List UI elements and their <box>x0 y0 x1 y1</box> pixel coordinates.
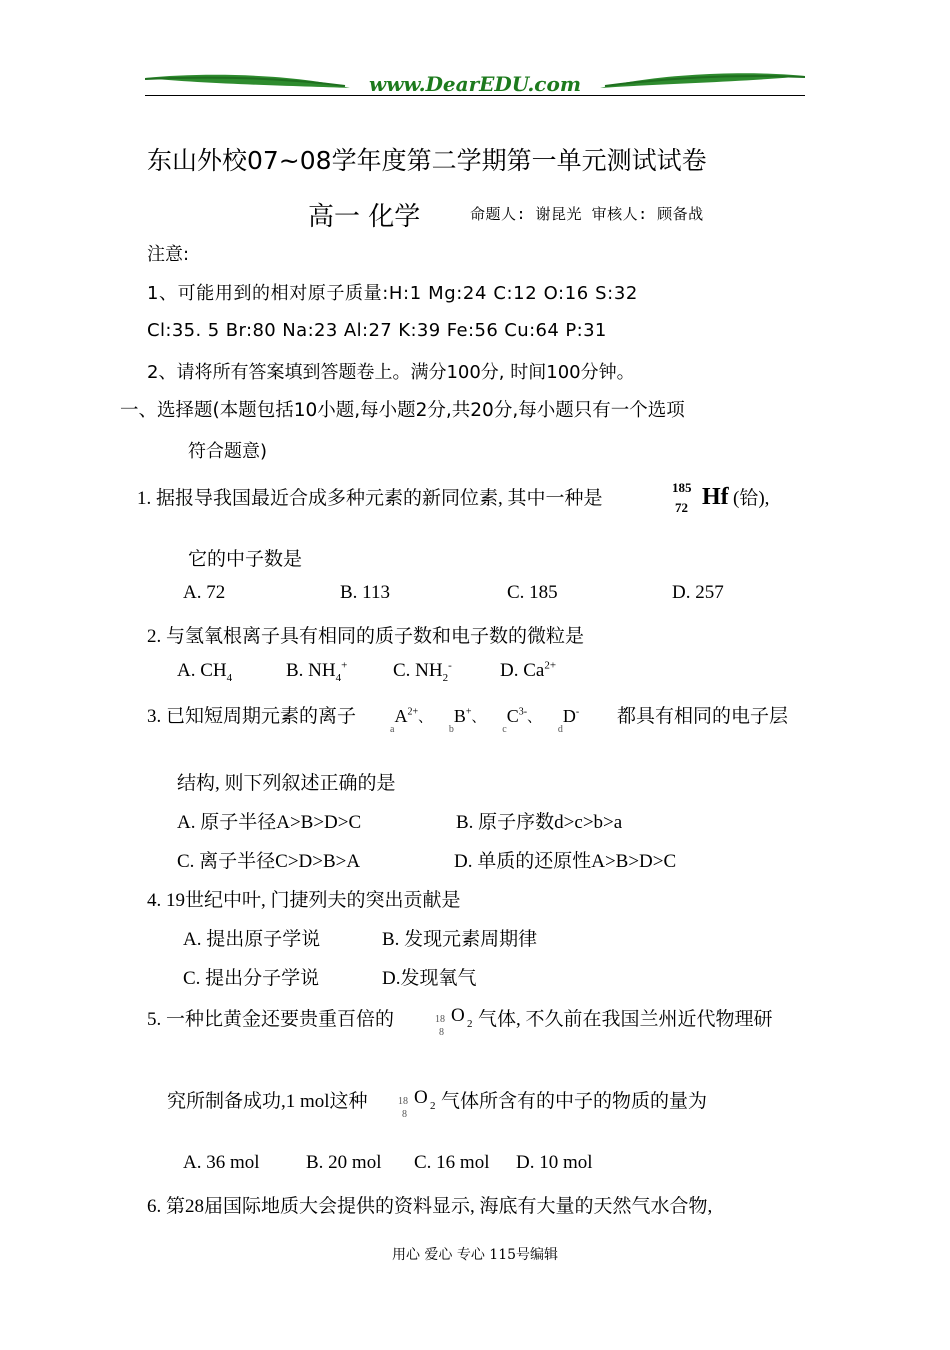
question-1-option-c: C. 185 <box>507 582 558 603</box>
site-url: www.DearEDU.com <box>368 72 581 96</box>
question-5-tail: 气体, 不久前在我国兰州近代物理研 <box>478 1009 773 1030</box>
question-4-option-b: B. 发现元素周期律 <box>382 929 538 950</box>
course-title: 高一 化学 <box>308 202 421 232</box>
question-5-text-cont: 究所制备成功,1 mol这种 <box>167 1091 368 1112</box>
question-3-option-d: D. 单质的还原性A>B>D>C <box>454 851 677 872</box>
ion-a: $_aA^{2+}$、 <box>390 706 433 735</box>
oxygen-18-formula-2: 18 8 O 2 <box>398 1087 436 1120</box>
question-1-tail: (铪), <box>733 488 770 509</box>
notes-line-3: 2、请将所有答案填到答题卷上。满分100分, 时间100分钟。 <box>147 362 635 383</box>
question-1-option-a: A. 72 <box>183 582 226 603</box>
header-rule <box>145 95 805 96</box>
question-3-text: 3. 已知短周期元素的离子 <box>147 706 357 727</box>
question-3-tail: 都具有相同的电子层 <box>617 706 789 727</box>
question-3-option-a: A. 原子半径A>B>D>C <box>177 812 362 833</box>
hafnium-isotope-symbol <box>672 480 732 518</box>
ion-c: $_cC^{3-}$、 <box>502 706 542 735</box>
question-5-option-c: C. 16 mol <box>414 1152 490 1173</box>
question-4-option-c: C. 提出分子学说 <box>183 968 320 989</box>
ion-b: $_b$B+、 <box>448 706 486 735</box>
question-6-text: 6. 第28届国际地质大会提供的资料显示, 海底有大量的天然气水合物, <box>147 1196 713 1217</box>
question-4-option-d: D.发现氧气 <box>382 968 477 989</box>
question-3-ions <box>390 706 580 735</box>
section-heading-cont: 符合题意) <box>188 441 268 462</box>
question-5-option-b: B. 20 mol <box>306 1152 382 1173</box>
page-footer: 用心 爱心 专心 115号编辑 <box>391 1247 559 1263</box>
question-2-option-b: B. $NH_4^+$ <box>286 659 348 684</box>
isotope-mass-number: 185 <box>672 480 692 495</box>
notes-line-2: Cl:35. 5 Br:80 Na:23 Al:27 K:39 Fe:56 Cu:64 P:31 <box>147 320 607 341</box>
question-5-option-a: A. 36 mol <box>183 1152 260 1173</box>
question-2-text: 2. 与氢氧根离子具有相同的质子数和电子数的微粒是 <box>147 626 585 647</box>
oxygen-18-formula: 18 8 O 2 <box>435 1005 473 1038</box>
question-2-option-d: D. $Ca^{2+}$ <box>500 659 557 681</box>
notes-line-1: 1、可能用到的相对原子质量:H:1 Mg:24 C:12 O:16 S:32 <box>147 283 638 304</box>
question-3-text-cont: 结构, 则下列叙述正确的是 <box>177 773 396 794</box>
author-info: 命题人: 谢昆光 审核人: 顾备战 <box>470 205 704 223</box>
question-4-option-a: A. 提出原子学说 <box>183 929 321 950</box>
isotope-element-symbol: Hf <box>702 484 729 510</box>
question-5-tail-2: 气体所含有的中子的物质的量为 <box>441 1091 708 1112</box>
question-5-text: 5. 一种比黄金还要贵重百倍的 <box>147 1009 395 1030</box>
question-2-option-a: A. $CH_4$ <box>177 660 233 684</box>
question-4-text: 4. 19世纪中叶, 门捷列夫的突出贡献是 <box>147 890 461 911</box>
question-1-text: 1. 据报导我国最近合成多种元素的新同位素, 其中一种是 <box>137 488 603 509</box>
question-2-option-c: C. $NH_2^-$ <box>393 659 452 684</box>
notes-label: 注意: <box>147 244 190 265</box>
isotope-atomic-number: 72 <box>675 500 688 515</box>
site-header <box>145 66 805 100</box>
question-3-option-c: C. 离子半径C>D>B>A <box>177 851 361 872</box>
ion-d: $_d$D- <box>557 706 580 735</box>
question-3-option-b: B. 原子序数d>c>b>a <box>456 812 623 833</box>
section-heading: 一、选择题(本题包括10小题,每小题2分,共20分,每小题只有一个选项 <box>120 400 685 421</box>
exam-title: 东山外校07~08学年度第二学期第一单元测试试卷 <box>147 146 707 175</box>
question-1-option-b: B. 113 <box>340 582 390 603</box>
question-1-text-cont: 它的中子数是 <box>188 549 303 570</box>
question-1-option-d: D. 257 <box>672 582 724 603</box>
question-5-option-d: D. 10 mol <box>516 1152 593 1173</box>
